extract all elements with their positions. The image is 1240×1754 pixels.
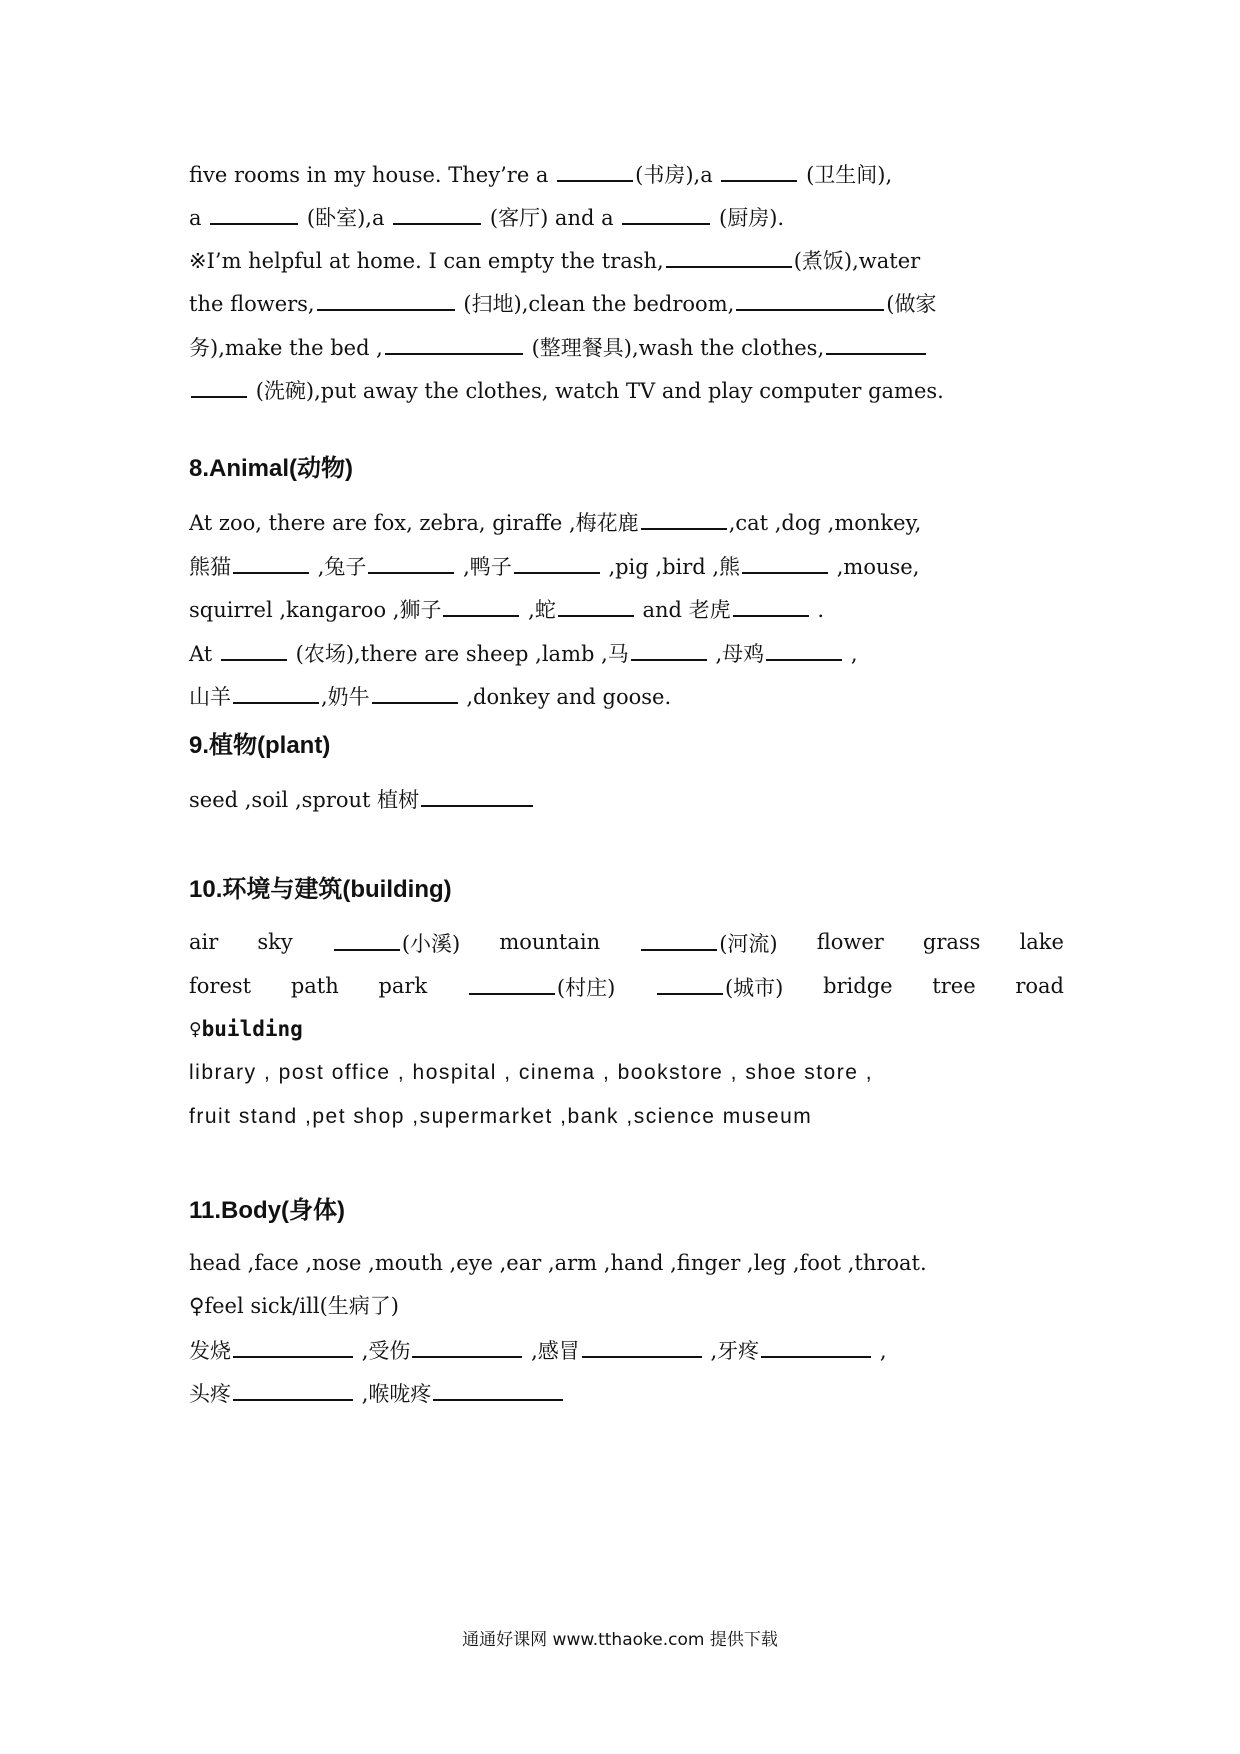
blank-lion[interactable] xyxy=(443,593,519,617)
chores-line-4: (洗碗),put away the clothes, watch TV and play computer games. xyxy=(189,374,1064,406)
blank-farm[interactable] xyxy=(221,637,287,661)
page-footer: 通通好课网 www.tthaoke.com 提供下载 xyxy=(462,1630,778,1650)
chores-line-3: 务),make the bed , (整理餐具),wash the clothes, xyxy=(189,331,1064,363)
blank-wash-dishes-cont[interactable] xyxy=(191,374,247,398)
blank-rabbit[interactable] xyxy=(368,550,454,574)
blank-hurt[interactable] xyxy=(412,1334,522,1358)
blank-sore-throat[interactable] xyxy=(433,1377,563,1401)
blank-stream[interactable] xyxy=(334,927,400,951)
blank-bathroom[interactable] xyxy=(721,158,797,182)
heading-body: 11.Body(身体) xyxy=(189,1197,346,1224)
blank-cold[interactable] xyxy=(582,1334,702,1358)
house-line-1: five rooms in my house. They’re a (书房),a (卫生间), xyxy=(189,158,1064,190)
blank-study[interactable] xyxy=(557,158,633,182)
blank-do-housework[interactable] xyxy=(736,287,884,311)
blank-bear[interactable] xyxy=(742,550,828,574)
blank-cow[interactable] xyxy=(372,680,458,704)
blank-tiger[interactable] xyxy=(733,593,809,617)
blank-hen[interactable] xyxy=(766,637,842,661)
environment-line-2: forest path park (村庄) (城市) bridge tree road xyxy=(189,971,1064,1003)
building-line-2: fruit stand ,pet shop ,supermarket ,bank ,science museum xyxy=(189,1105,813,1128)
blank-village[interactable] xyxy=(469,971,555,995)
animal-line-2: 熊猫 ,兔子 ,鸭子 ,pig ,bird ,熊 ,mouse, xyxy=(189,550,1064,582)
blank-set-table[interactable] xyxy=(385,331,523,355)
blank-kitchen[interactable] xyxy=(622,201,710,225)
blank-river[interactable] xyxy=(641,927,717,951)
blank-goat[interactable] xyxy=(233,680,319,704)
blank-horse[interactable] xyxy=(631,637,707,661)
subheading-building: ♀building xyxy=(189,1017,303,1041)
body-line-2: ♀feel sick/ill(生病了) xyxy=(189,1294,399,1318)
blank-snake[interactable] xyxy=(558,593,634,617)
heading-building: 10.环境与建筑(building) xyxy=(189,876,452,903)
blank-sika-deer[interactable] xyxy=(641,506,727,530)
blank-plant-trees[interactable] xyxy=(421,783,533,807)
body-line-1: head ,face ,nose ,mouth ,eye ,ear ,arm ,hand ,finger ,leg ,foot ,throat. xyxy=(189,1251,927,1275)
animal-line-5: 山羊 ,奶牛 ,donkey and goose. xyxy=(189,680,1064,712)
chores-line-2: the flowers, (扫地),clean the bedroom, (做家 xyxy=(189,287,1064,319)
plant-line-1: seed ,soil ,sprout 植树 xyxy=(189,783,1064,815)
body-line-3: 发烧 ,受伤 ,感冒 ,牙疼 , xyxy=(189,1334,1064,1366)
blank-headache[interactable] xyxy=(233,1377,353,1401)
body-line-4: 头疼 ,喉咙疼 xyxy=(189,1377,1064,1409)
blank-city[interactable] xyxy=(657,971,723,995)
house-line-2: a (卧室),a (客厅) and a (厨房). xyxy=(189,201,1064,233)
animal-line-1: At zoo, there are fox, zebra, giraffe ,梅花鹿 ,cat ,dog ,monkey, xyxy=(189,506,1064,538)
blank-bedroom[interactable] xyxy=(210,201,298,225)
heading-animal: 8.Animal(动物) xyxy=(189,455,354,482)
blank-living-room[interactable] xyxy=(393,201,481,225)
heading-plant: 9.植物(plant) xyxy=(189,732,331,759)
blank-wash-dishes[interactable] xyxy=(826,331,926,355)
environment-line-1: air sky (小溪) mountain (河流) flower grass lake xyxy=(189,927,1064,959)
blank-duck[interactable] xyxy=(514,550,600,574)
building-line-1: library , post office , hospital , cinema , bookstore , shoe store , xyxy=(189,1061,874,1084)
blank-toothache[interactable] xyxy=(761,1334,871,1358)
animal-line-3: squirrel ,kangaroo ,狮子 ,蛇 and 老虎 . xyxy=(189,593,1064,625)
blank-sweep-floor[interactable] xyxy=(317,287,455,311)
animal-line-4: At (农场),there are sheep ,lamb ,马 ,母鸡 , xyxy=(189,637,1064,669)
blank-cook-meals[interactable] xyxy=(666,244,792,268)
chores-line-1: ※I’m helpful at home. I can empty the trash, (煮饭),water xyxy=(189,244,1064,276)
blank-panda[interactable] xyxy=(233,550,309,574)
blank-fever[interactable] xyxy=(233,1334,353,1358)
